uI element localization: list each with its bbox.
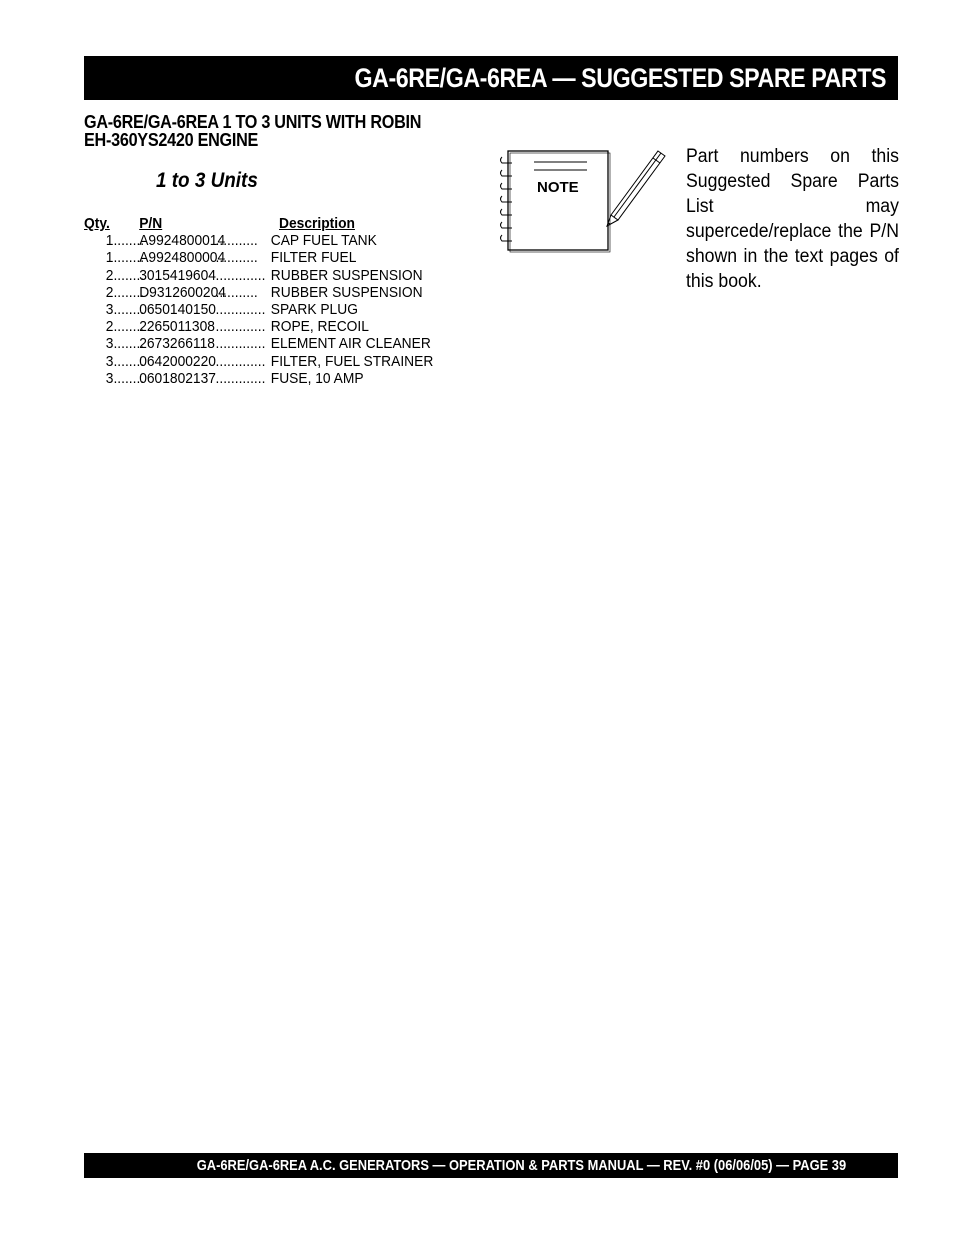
note-label: NOTE xyxy=(537,179,579,196)
row-leader-dots: ............. xyxy=(215,335,266,353)
row-part-number: 3015419604 xyxy=(139,266,216,284)
column-header-qty: Qty. xyxy=(84,215,110,232)
row-leader-dots: ........ xyxy=(113,369,145,387)
row-leader-dots: ........... xyxy=(215,283,258,301)
row-leader-dots: ............. xyxy=(215,318,266,336)
row-part-number: 0650140150 xyxy=(139,301,216,319)
section-heading xyxy=(84,113,462,149)
row-leader-dots: ............. xyxy=(215,266,266,284)
units-subheading: 1 to 3 Units xyxy=(156,169,258,192)
page-footer-text: GA-6RE/GA-6REA A.C. GENERATORS — OPERATION & PARTS MANUAL — REV. #0 (06/06/05) — PAGE 39 xyxy=(196,1157,846,1174)
table-row xyxy=(84,267,434,284)
row-leader-dots: ............. xyxy=(215,352,266,370)
row-description: FILTER FUEL xyxy=(270,249,357,267)
row-part-number: 0601802137 xyxy=(139,369,216,387)
section-heading-line1: GA-6RE/GA-6REA 1 TO 3 UNITS WITH ROBIN xyxy=(84,112,422,132)
table-body xyxy=(84,232,434,387)
row-part-number: 2265011308 xyxy=(139,318,215,336)
row-description: SPARK PLUG xyxy=(270,301,358,319)
row-leader-dots: ........ xyxy=(113,352,145,370)
table-header-row xyxy=(84,215,434,232)
row-leader-dots: ........ xyxy=(113,249,145,267)
table-row xyxy=(84,249,434,266)
table-row xyxy=(84,284,434,301)
row-qty: 2 xyxy=(105,283,114,301)
row-description: CAP FUEL TANK xyxy=(270,232,377,250)
note-text: Part numbers on this Suggested Spare Parts List may supercede/replace the P/N shown in the text pages of this book. xyxy=(686,146,899,292)
row-qty: 2 xyxy=(105,318,114,336)
row-leader-dots: ............. xyxy=(215,369,266,387)
row-description: ELEMENT AIR CLEANER xyxy=(270,335,431,353)
row-qty: 1 xyxy=(105,249,114,267)
table-row xyxy=(84,370,434,387)
row-qty: 3 xyxy=(105,352,114,370)
row-part-number: A9924800004 xyxy=(139,249,226,267)
row-qty: 1 xyxy=(105,232,114,250)
row-description: FUSE, 10 AMP xyxy=(270,369,364,387)
row-description: ROPE, RECOIL xyxy=(270,318,369,336)
row-qty: 3 xyxy=(105,335,114,353)
row-part-number: D9312600204 xyxy=(139,283,226,301)
row-leader-dots: ........... xyxy=(215,249,258,267)
notepad-pencil-icon xyxy=(498,145,678,257)
column-header-description: Description xyxy=(279,215,355,232)
row-qty: 3 xyxy=(105,301,114,319)
page-header-bar xyxy=(84,56,898,100)
spare-parts-table xyxy=(84,215,434,387)
row-leader-dots: ............. xyxy=(215,301,266,319)
page-title: GA-6RE/GA-6REA — SUGGESTED SPARE PARTS xyxy=(354,63,886,93)
row-leader-dots: ........ xyxy=(113,335,145,353)
table-row xyxy=(84,301,434,318)
row-description: FILTER, FUEL STRAINER xyxy=(270,352,434,370)
row-part-number: 0642000220 xyxy=(139,352,216,370)
page-footer-bar xyxy=(84,1153,898,1178)
row-description: RUBBER SUSPENSION xyxy=(270,283,423,301)
section-heading-line2: EH-360YS2420 ENGINE xyxy=(84,130,259,150)
row-leader-dots: ........ xyxy=(113,283,145,301)
row-leader-dots: ........ xyxy=(113,232,145,250)
row-leader-dots: ........ xyxy=(113,318,145,336)
row-part-number: 2673266118 xyxy=(139,335,215,353)
row-leader-dots: ........ xyxy=(113,301,145,319)
table-row xyxy=(84,335,434,352)
row-leader-dots: ........... xyxy=(215,232,258,250)
row-part-number: A9924800014 xyxy=(139,232,226,250)
table-row xyxy=(84,232,434,249)
column-header-pn: P/N xyxy=(139,215,163,232)
row-description: RUBBER SUSPENSION xyxy=(270,266,423,284)
row-leader-dots: ........ xyxy=(113,266,145,284)
row-qty: 2 xyxy=(105,266,114,284)
table-row xyxy=(84,353,434,370)
table-row xyxy=(84,318,434,335)
row-qty: 3 xyxy=(105,369,114,387)
